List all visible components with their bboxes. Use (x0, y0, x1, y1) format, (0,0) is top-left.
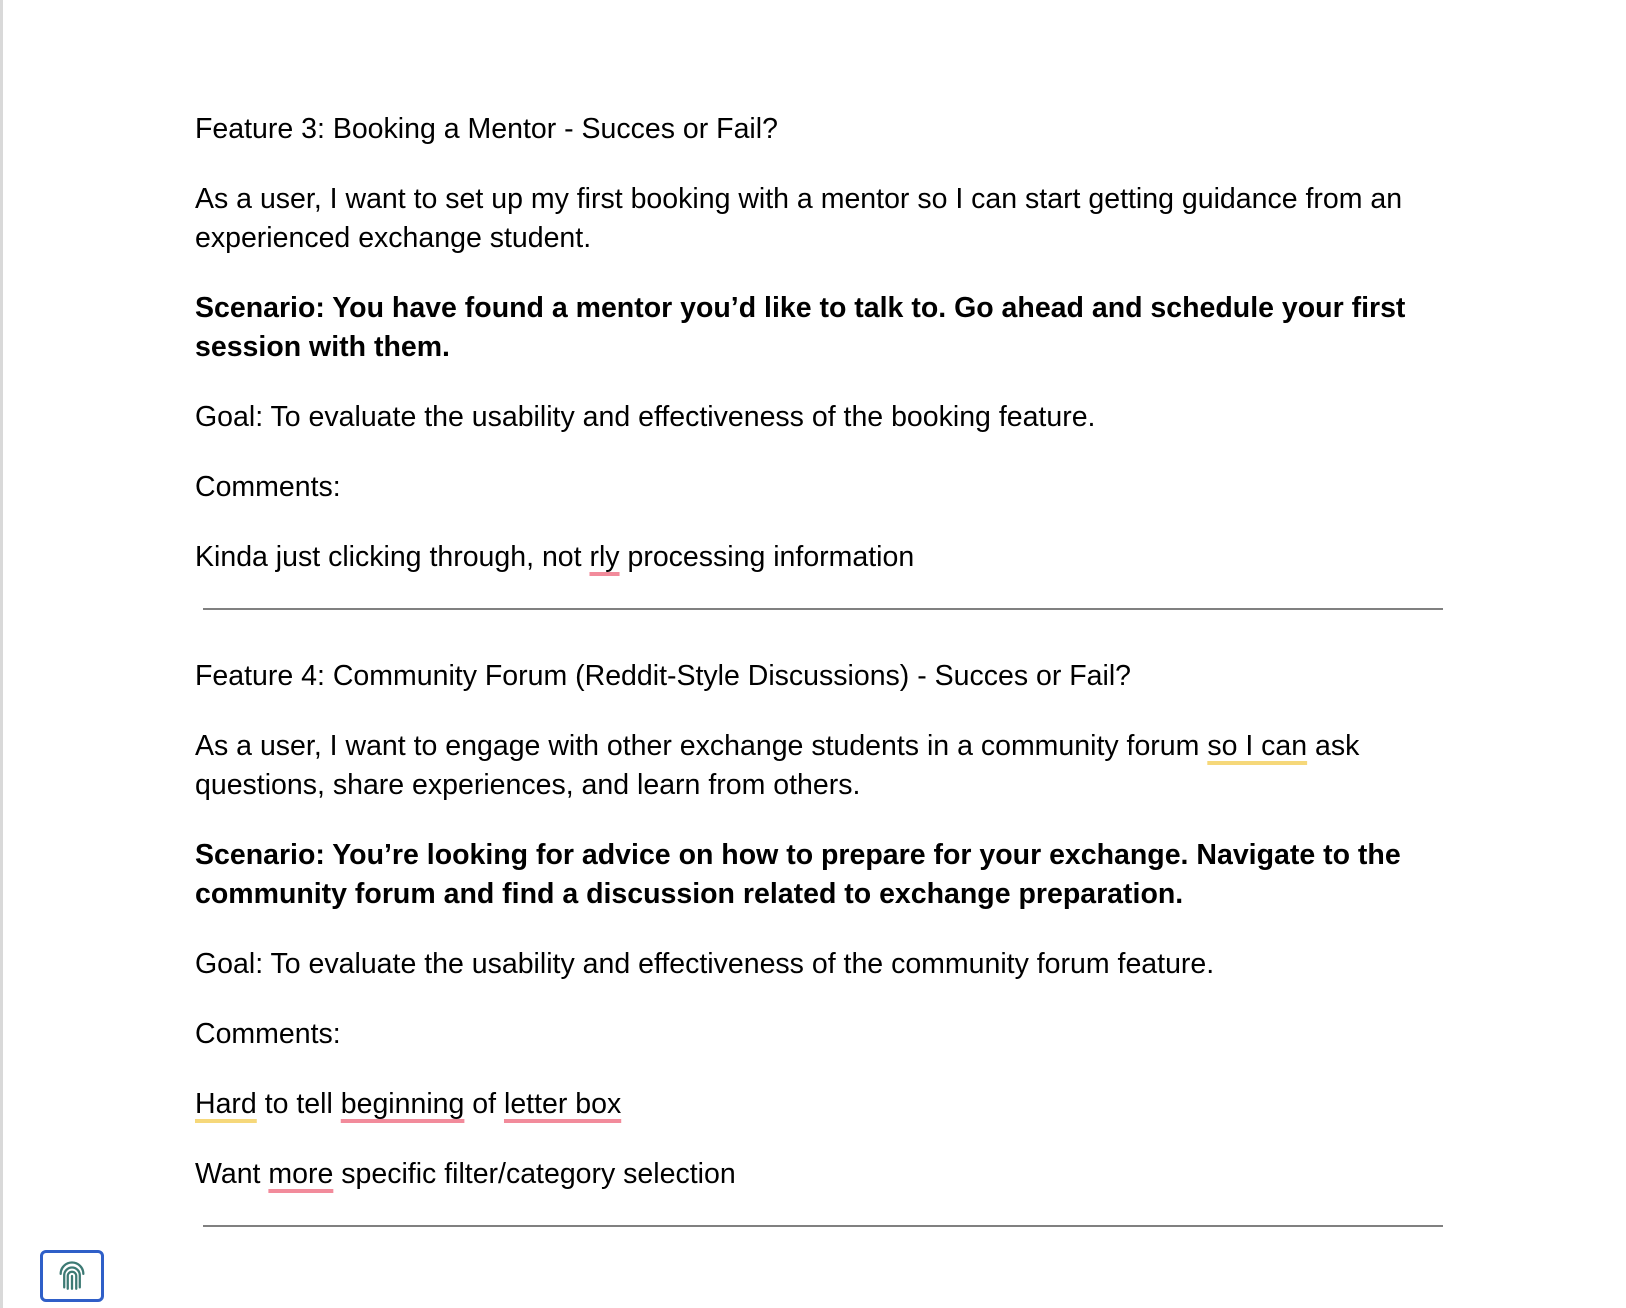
spelling-flag[interactable]: letter box (503, 1088, 622, 1120)
feature3-comments-label: Comments: (195, 471, 341, 503)
text-run: Want (195, 1158, 269, 1190)
horizontal-divider (203, 1225, 1443, 1227)
feature4-comment-1 (195, 1085, 1455, 1124)
spelling-flag[interactable]: more (268, 1158, 334, 1190)
fingerprint-button[interactable] (40, 1250, 104, 1302)
text-run: Kinda just clicking through, not (195, 541, 590, 573)
text-run: processing information (619, 541, 915, 573)
feature4-goal: Goal: To evaluate the usability and effectiveness of the community forum feature. (195, 948, 1215, 980)
text-run: specific filter/category selection (333, 1158, 736, 1190)
feature4-scenario: Scenario: You’re looking for advice on how to prepare for your exchange. Navigate to the community forum and find a discussion related to exchange preparation. (195, 839, 1401, 910)
feature4-story (195, 727, 1455, 805)
feature4-comment-2 (195, 1155, 1455, 1194)
feature4-comments-label: Comments: (195, 1018, 341, 1050)
document-body (195, 110, 1455, 1227)
feature4-title: Feature 4: Community Forum (Reddit-Style Discussions) - Succes or Fail? (195, 660, 1132, 692)
text-run: ask questions, share experiences, and learn from others. (195, 730, 1360, 801)
fingerprint-icon (55, 1259, 89, 1293)
spelling-flag[interactable]: rly (589, 541, 620, 573)
feature3-goal: Goal: To evaluate the usability and effectiveness of the booking feature. (195, 401, 1096, 433)
feature3-title: Feature 3: Booking a Mentor - Succes or Fail? (195, 113, 778, 145)
spelling-flag[interactable]: beginning (340, 1088, 465, 1120)
grammar-flag[interactable]: so I can (1207, 730, 1308, 762)
grammar-flag[interactable]: Hard (195, 1088, 257, 1120)
feature3-story: As a user, I want to set up my first booking with a mentor so I can start getting guidance from an experienced exchange student. (195, 183, 1403, 254)
text-run: to tell (256, 1088, 341, 1120)
text-run: of (464, 1088, 504, 1120)
text-run: As a user, I want to engage with other exchange students in a community forum (195, 730, 1208, 762)
horizontal-divider (203, 608, 1443, 610)
feature3-comment (195, 538, 1455, 577)
feature3-scenario: Scenario: You have found a mentor you’d like to talk to. Go ahead and schedule your first session with them. (195, 292, 1406, 363)
page-left-edge (0, 0, 3, 1308)
